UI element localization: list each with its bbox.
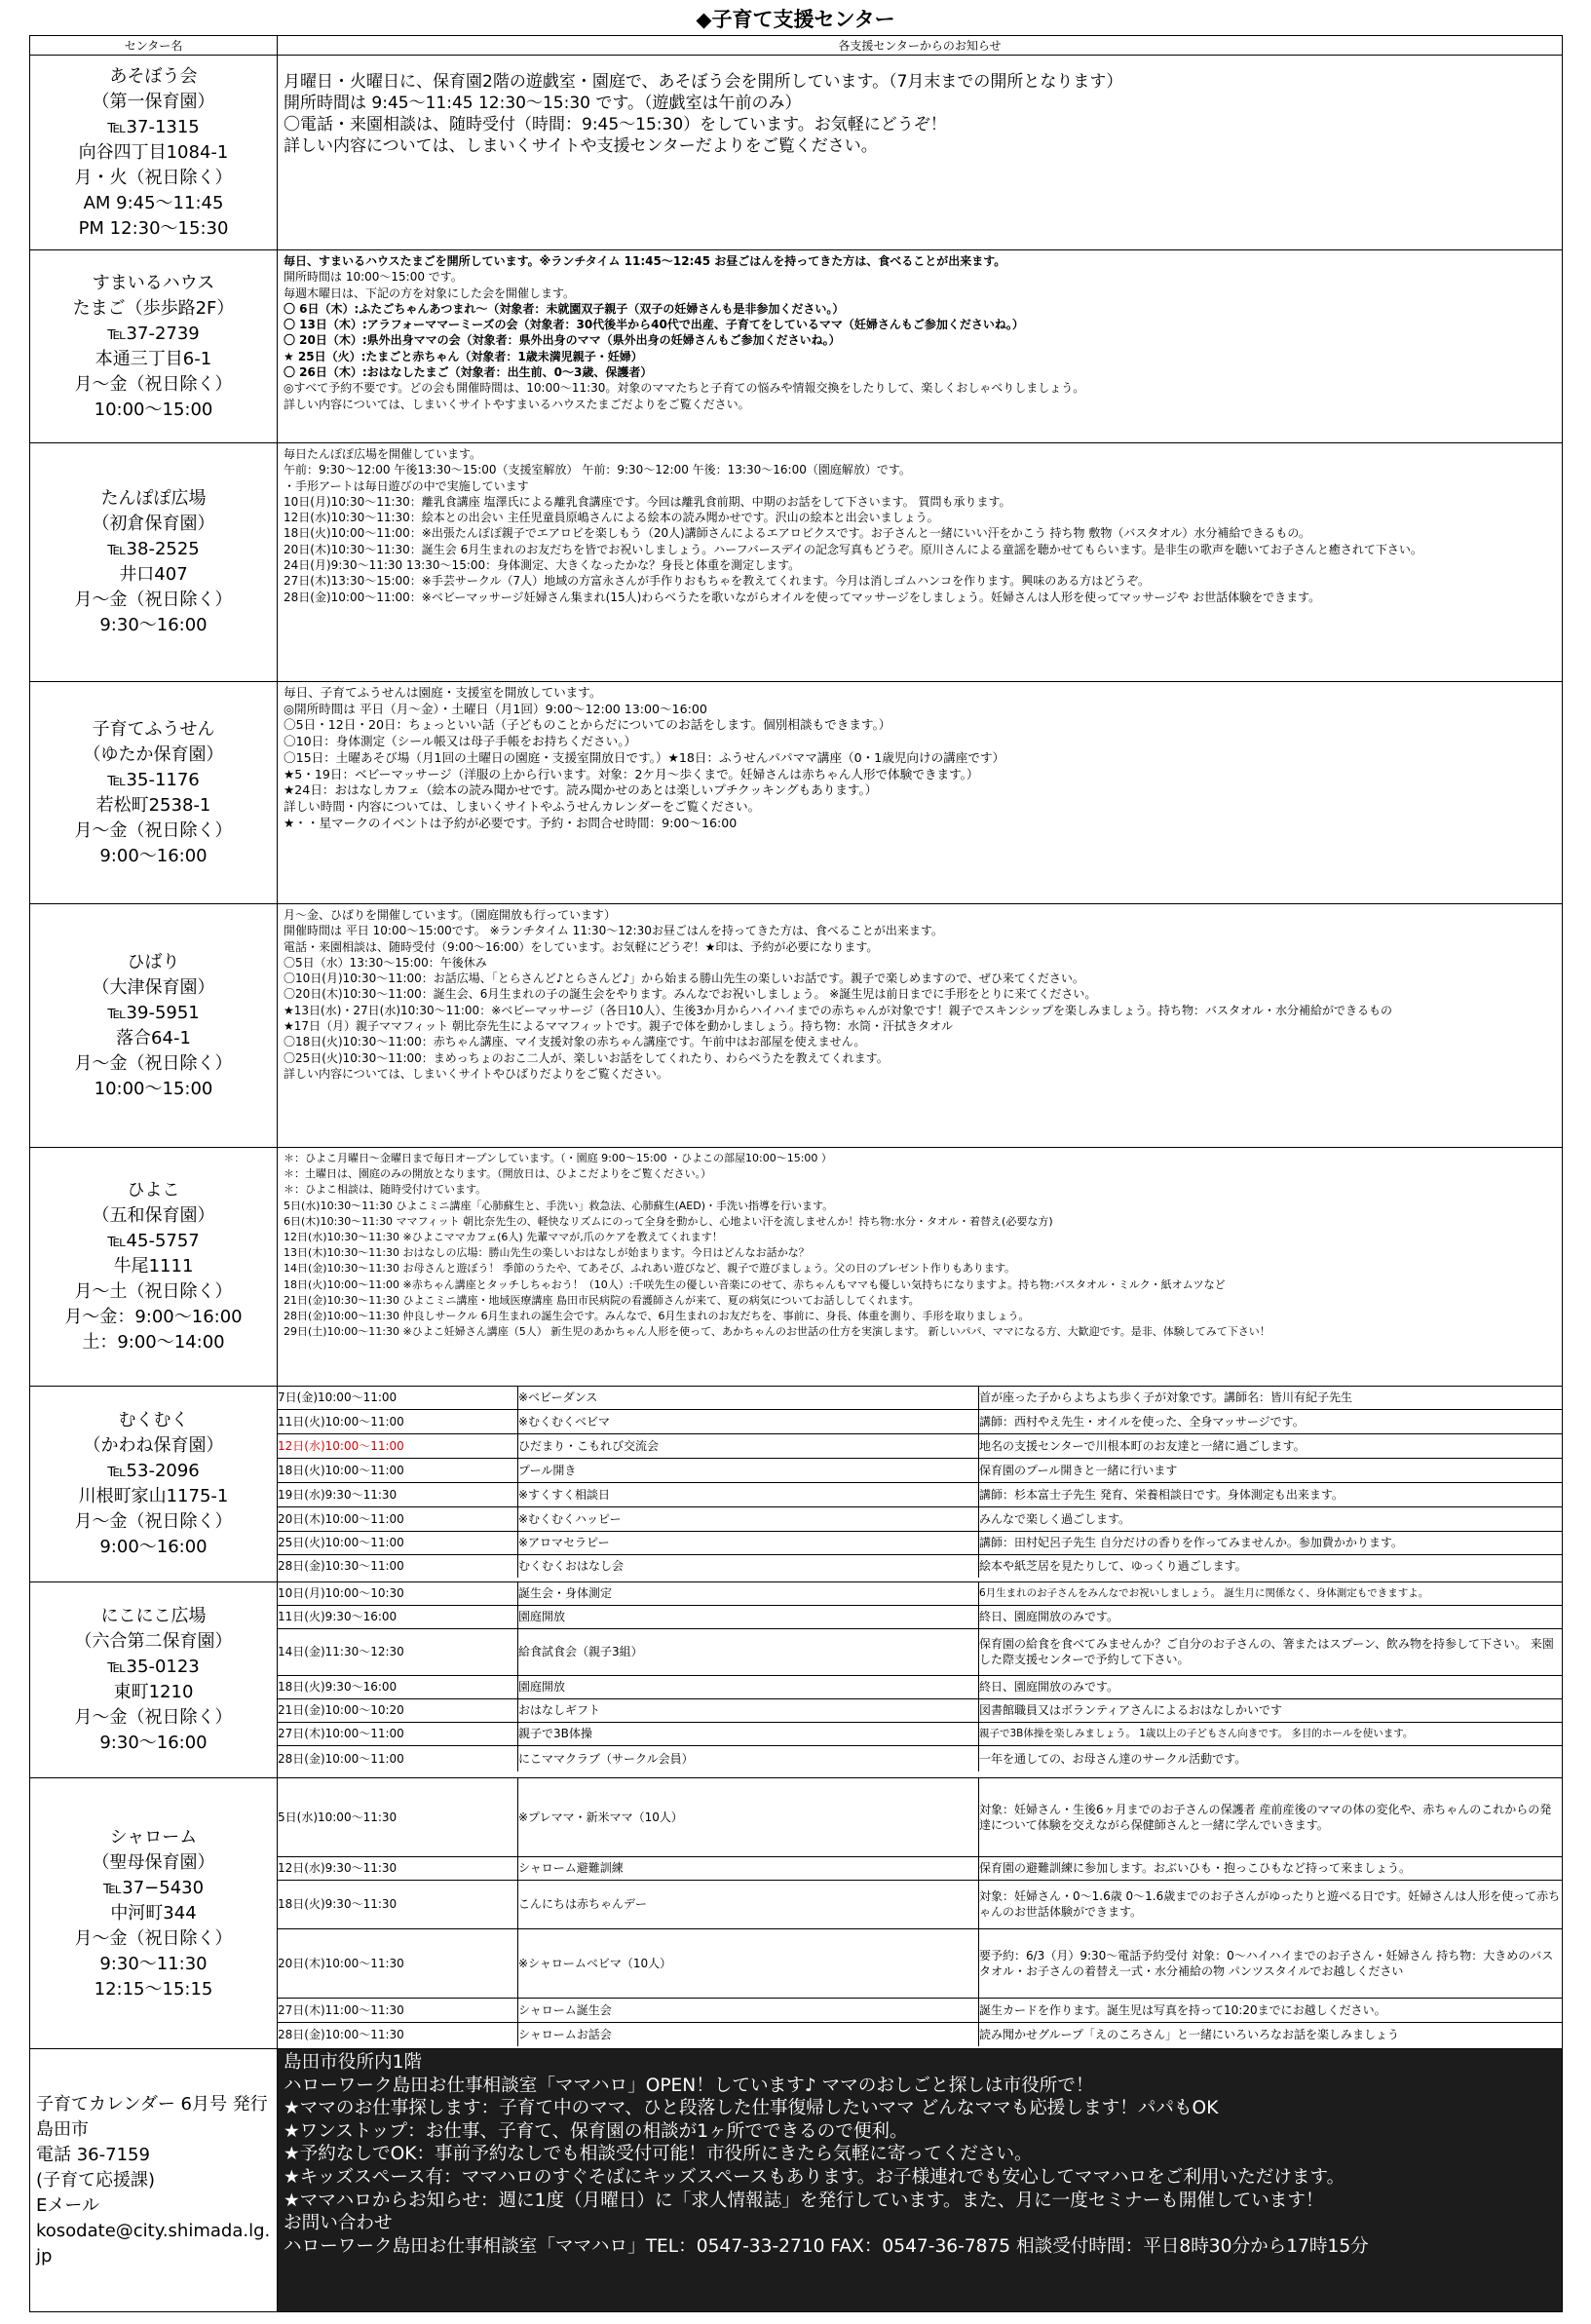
notice-line: 〇10日(月)10:30〜11:00：お話広場、「とらさんど♪とらさんど♪」から始まる勝山先生の楽しいお話です。親子で楽しめますので、ぜひ来てください。 xyxy=(284,972,1084,986)
center-detail-line: ℡35-0123 xyxy=(107,1657,200,1677)
notice-line: 〇25日(火)10:30〜11:00：まめっちょのおこ二人が、楽しいお話をしてくれたり、わらべうたを教えてくれます。 xyxy=(284,1050,889,1065)
center-detail-line: 9:00〜16:00 xyxy=(99,845,208,866)
center-detail-line: 月・火（祝日除く） xyxy=(74,167,233,188)
center-row xyxy=(30,1387,1563,1582)
event-name: 園庭開放 xyxy=(518,1605,979,1628)
event-table xyxy=(278,1582,1562,1772)
event-description: 誕生カードを作ります。誕生児は写真を持って10:20までにお越しください。 xyxy=(979,1998,1563,2022)
event-name: シャロームお話会 xyxy=(518,2022,979,2046)
publisher-line: (子育て応援課) xyxy=(36,2169,156,2191)
notice-line: 10日(月)10:30〜11:30：離乳食講座 塩澤氏による離乳食講座です。今回は離乳食前期、中期のお話をして下さいます。 質問も承ります。 xyxy=(284,494,1011,509)
center-row xyxy=(30,1778,1563,2049)
event-row xyxy=(278,1628,1562,1675)
event-date: 12日(水)10:00〜11:00 xyxy=(278,1433,518,1458)
contact-email[interactable]: kosodate@city.shimada.lg.jp xyxy=(36,2220,271,2267)
notice-line: 13日(木)10:30〜11:30 おはなしの広場：勝山先生の楽しいおはなしが始まります。今日はどんなお話かな？ xyxy=(284,1246,810,1260)
notice-line: 電話・来園相談は、随時受付（9:00〜16:00）をしています。お気軽にどうぞ！★印は、予約が必要になります。 xyxy=(284,939,879,954)
mamahalo-line: ハローワーク島田お仕事相談室「ママハロ」TEL：0547-33-2710 FAX：0547-36-7875 相談受付時間：平日8時30分から17時15分 xyxy=(284,2235,1369,2257)
notice-line: 12日(水)10:30〜11:30：絵本との出会い 主任児童員原嶋さんによる絵本の読み聞かせです。沢山の絵本と出会いましょう。 xyxy=(284,511,939,525)
center-notices xyxy=(278,1582,1563,1778)
center-detail-line: 井口407 xyxy=(119,564,188,585)
event-row xyxy=(278,1675,1562,1698)
event-name: ※むくむくハッピー xyxy=(518,1506,979,1531)
center-detail-line: 月〜土（祝日除く） xyxy=(74,1281,233,1302)
center-name: 子育てふうせん xyxy=(92,718,215,740)
notice-line: ★・・星マークのイベントは予約が必要です。予約・お問合せ時間：9:00〜16:00 xyxy=(284,815,738,830)
event-name: ※アロマセラピー xyxy=(518,1531,979,1554)
publisher-line: 電話 36-7159 xyxy=(36,2144,150,2165)
center-detail-line: 9:30〜11:30 xyxy=(99,1953,208,1974)
notice-line: 20日(木)10:30〜11:30：誕生会 6月生まれのお友だちを皆でお祝いしましょう。ハーフバースデイの記念写真もどうぞ。原川さんによる童謡を聴かせてもらいます。是非生の歌声を聴いてお子さんと癒されて下さい。 xyxy=(284,542,1422,556)
notice-line: 毎日、子育てふうせんは園庭・支援室を開放しています。 xyxy=(284,685,602,700)
notice-line: ★ 25日（火）:たまごと赤ちゃん（対象者：1歳未満児親子・妊婦） xyxy=(284,349,643,363)
event-date: 11日(火)9:30〜16:00 xyxy=(278,1605,518,1628)
notice-line: 毎週木曜日は、下記の方を対象にした会を開催します。 xyxy=(284,286,576,300)
notice-line: 詳しい内容については、しまいくサイトや支援センターだよりをご覧ください。 xyxy=(284,136,878,156)
center-detail-line: （大津保育園） xyxy=(92,976,215,998)
event-row xyxy=(278,1387,1562,1409)
center-detail-line: 月〜金（祝日除く） xyxy=(74,1927,233,1949)
event-description: 図書館職員又はボランティアさんによるおはなしかいです xyxy=(979,1698,1563,1722)
center-detail-line: ℡35-1176 xyxy=(107,769,200,790)
event-date: 19日(水)9:30〜11:30 xyxy=(278,1482,518,1506)
event-row xyxy=(278,1409,1562,1433)
mamahalo-line: ★ワンストップ：お仕事、子育て、保育園の相談が1ヶ所でできるので便利。 xyxy=(284,2120,908,2142)
center-row xyxy=(30,250,1563,443)
notice-line: 28日(金)10:00〜11:30 仲良しサークル 6月生まれの誕生会です。みんなで、6月生まれのお友だちを、事前に、身長、体重を測り、手形を取りましょう。 xyxy=(284,1310,1030,1323)
event-date: 28日(金)10:30〜11:00 xyxy=(278,1554,518,1578)
mamahalo-line: ★ママのお仕事探します：子育て中のママ、ひと段落した仕事復帰したいママ どんなママも応援します！パパもOK xyxy=(284,2098,1219,2119)
event-date: 10日(月)10:00〜10:30 xyxy=(278,1582,518,1605)
event-description: 講師：杉本富士子先生 発育、栄養相談日です。身体測定も出来ます。 xyxy=(979,1482,1563,1506)
notice-line: 〇 26日（木）:おはなしたまご（対象者：出生前、0〜3歳、保護者） xyxy=(284,365,653,380)
center-detail-line: （ゆたか保育園） xyxy=(83,743,224,765)
center-detail-line: 中河町344 xyxy=(110,1902,197,1924)
center-name: ひよこ xyxy=(127,1180,180,1200)
event-name: シャローム避難訓練 xyxy=(518,1856,979,1880)
event-name: ※むくむくベビマ xyxy=(518,1409,979,1433)
event-table xyxy=(278,1778,1562,2046)
notice-line: 6日(木)10:30〜11:30 ママフィット 朝比奈先生の、軽快なリズムにのって全身を動かし、心地よい汗を流しませんか！持ち物:水分・タオル・着替え(必要な方) xyxy=(284,1214,1053,1228)
publisher-line: 子育てカレンダー 6月号 発行 島田市 xyxy=(36,2093,268,2140)
event-row xyxy=(278,1482,1562,1506)
event-description: みんなで楽しく過ごします。 xyxy=(979,1506,1563,1531)
event-row xyxy=(278,1928,1562,1998)
event-row xyxy=(278,1998,1562,2022)
event-name: ※ベビーダンス xyxy=(518,1387,979,1409)
notice-line: 5日(水)10:30〜11:30 ひよこミニ講座「心肺蘇生と、手洗い」救急法、心肺蘇生(AED)・手洗い指導を行います。 xyxy=(284,1199,834,1212)
event-description: 保育園の給食を食べてみませんか？ご自分のお子さんの、箸またはスプーン、飲み物を持参して下さい。 来園した際支援センターで予約して下さい。 xyxy=(979,1628,1563,1675)
center-name: にこにこ広場 xyxy=(100,1606,207,1626)
event-description: 終日、園庭開放のみです。 xyxy=(979,1605,1563,1628)
center-detail-line: 月〜金（祝日除く） xyxy=(74,1052,233,1074)
notice-line: 月曜日・火曜日に、保育園2階の遊戯室・園庭で、あそぼう会を開所しています。（7月末までの開所となります） xyxy=(284,72,1123,92)
center-detail-line: ℡45-5757 xyxy=(107,1231,200,1251)
center-info xyxy=(30,1387,278,1582)
footer-row xyxy=(30,2049,1563,2312)
center-detail-line: 川根町家山1175-1 xyxy=(78,1486,229,1506)
notice-line: ★24日：おはなしカフェ（絵本の読み聞かせです。読み聞かせのあとは楽しいプチクッキングもあります。） xyxy=(284,782,878,798)
center-row xyxy=(30,56,1563,250)
center-detail-line: 本通三丁目6-1 xyxy=(95,348,212,369)
event-name: 親子で3B体操 xyxy=(518,1722,979,1745)
event-name: ※すくすく相談日 xyxy=(518,1482,979,1506)
center-detail-line: AM 9:45〜11:45 xyxy=(83,192,224,213)
event-description: 講師：西村やえ先生・オイルを使った、全身マッサージです。 xyxy=(979,1409,1563,1433)
center-notices xyxy=(278,56,1563,250)
event-date: 27日(木)11:00〜11:30 xyxy=(278,1998,518,2022)
event-date: 5日(水)10:00〜11:30 xyxy=(278,1778,518,1856)
center-detail-line: 10:00〜15:00 xyxy=(94,1078,213,1099)
notice-line: 29日(土)10:00〜11:30 ※ひよこ妊婦さん講座（5人） 新生児のあかちゃん人形を使って、あかちゃんのお世話の仕方を実演します。 新しいパパ、ママになる方、大歓迎です。是非、体験してみて下さい！ xyxy=(284,1325,1270,1339)
center-detail-line: 落合64-1 xyxy=(116,1027,191,1048)
center-info xyxy=(30,443,278,682)
center-notices xyxy=(278,1387,1563,1582)
publisher-info xyxy=(30,2049,278,2312)
notice-line: 詳しい内容については、しまいくサイトやすまいるハウスたまごだよりをご覧ください。 xyxy=(284,397,750,411)
event-date: 28日(金)10:00〜11:30 xyxy=(278,2022,518,2046)
event-date: 12日(水)9:30〜11:30 xyxy=(278,1856,518,1880)
event-row xyxy=(278,1778,1562,1856)
event-description: 対象：妊婦さん・生後6ヶ月までのお子さんの保護者 産前産後のママの体の変化や、赤ちゃんのこれからの発達について体験を交えながら保健師さんと一緒に学んでいきます。 xyxy=(979,1778,1563,1856)
notice-line: 詳しい時間・内容については、しまいくサイトやふうせんカレンダーをご覧ください。 xyxy=(284,798,761,814)
event-description: 親子で3B体操を楽しみましょう。 1歳以上の子どもさん向きです。 多目的ホールを使います。 xyxy=(979,1722,1563,1745)
center-detail-line: 10:00〜15:00 xyxy=(94,399,213,420)
event-description: 保育園のプール開きと一緒に行います xyxy=(979,1458,1563,1482)
page-title: ◆子育て支援センター xyxy=(696,8,895,31)
event-description: 要予約：6/3（月）9:30〜電話予約受付 対象：0〜ハイハイまでのお子さん・妊婦さん 持ち物：大きめのバスタオル・お子さんの着替え一式・水分補給の物 パンツスタイルでお越しください xyxy=(979,1928,1563,1998)
table-header xyxy=(30,36,1563,56)
center-info xyxy=(30,682,278,904)
event-name: ひだまり・こもれび交流会 xyxy=(518,1433,979,1458)
event-name: おはなしギフト xyxy=(518,1698,979,1722)
center-name: たんぽぽ広場 xyxy=(100,488,207,509)
center-name: ひばり xyxy=(127,951,180,972)
header-center-name: センター名 xyxy=(30,36,278,56)
center-row xyxy=(30,443,1563,682)
publisher-line: Eメール xyxy=(36,2194,100,2216)
event-description: 首が座った子からよちよち歩く子が対象です。講師名：皆川有紀子先生 xyxy=(979,1387,1563,1409)
event-row xyxy=(278,1698,1562,1722)
notice-line: 詳しい内容については、しまいくサイトやひばりだよりをご覧ください。 xyxy=(284,1066,668,1081)
event-table xyxy=(278,1387,1562,1578)
event-date: 18日(火)9:30〜16:00 xyxy=(278,1675,518,1698)
notice-line: 12日(水)10:30〜11:30 ※ひよこママカフェ(6人) 先輩ママが,爪のケアを教えてくれます！ xyxy=(284,1231,723,1244)
notice-line: ・手形アートは毎日遊びの中で実施しています xyxy=(284,478,529,493)
center-detail-line: （聖母保育園） xyxy=(92,1851,215,1873)
mamahalo-line: ハローワーク島田お仕事相談室「ママハロ」OPEN！しています♪ ママのおしごと探しは市役所で！ xyxy=(284,2075,1094,2096)
notice-line: 毎日、すまいるハウスたまごを開所しています。※ランチタイム 11:45〜12:45 お昼ごはんを持ってきた方は、食べることが出来ます。 xyxy=(284,254,1006,268)
center-detail-line: （初倉保育園） xyxy=(92,514,215,534)
center-detail-line: 9:00〜16:00 xyxy=(99,1537,208,1557)
center-detail-line: 月〜金：9:00〜16:00 xyxy=(64,1307,243,1327)
center-detail-line: 月〜金（祝日除く） xyxy=(74,1707,233,1728)
center-detail-line: 9:30〜16:00 xyxy=(99,615,208,635)
event-row xyxy=(278,1722,1562,1745)
center-row xyxy=(30,682,1563,904)
center-notices xyxy=(278,1778,1563,2049)
center-detail-line: 月〜金（祝日除く） xyxy=(74,1511,233,1532)
event-description: 講師：田村妃呂子先生 自分だけの香りを作ってみませんか。参加費かかります。 xyxy=(979,1531,1563,1554)
center-detail-line: ℡39-5951 xyxy=(107,1002,200,1023)
event-date: 28日(金)10:00〜11:00 xyxy=(278,1745,518,1772)
event-date: 11日(火)10:00〜11:00 xyxy=(278,1409,518,1433)
notice-line: ◎すべて予約不要です。どの会も開催時間は、10:00〜11:30。対象のママたちと子育ての悩みや情報交換をしたりして、楽しくおしゃべりしましょう。 xyxy=(284,381,1085,396)
center-detail-line: ℡53-2096 xyxy=(107,1461,200,1481)
center-detail-line: （六合第二保育園） xyxy=(74,1631,233,1652)
center-info xyxy=(30,904,278,1148)
center-row xyxy=(30,904,1563,1148)
event-date: 25日(火)10:00〜11:00 xyxy=(278,1531,518,1554)
notice-line: 〇 20日（木）:県外出身ママの会（対象者：県外出身のママ（県外出身の妊婦さんもご参加くださいね。） xyxy=(284,333,841,348)
mamahalo-line: ★予約なしでOK：事前予約なしでも相談受付可能！市役所にきたら気軽に寄ってください。 xyxy=(284,2144,1033,2165)
notice-line: 〇18日(火)10:30〜11:00：赤ちゃん講座、マイ支援対象の赤ちゃん講座です。午前中はお部屋を使えません。 xyxy=(284,1035,866,1049)
notice-line: 21日(金)10:30〜11:30 ひよこミニ講座・地域医療講座 島田市民病院の看護師さんが来て、夏の病気についてお話ししてくれます。 xyxy=(284,1293,920,1307)
center-detail-line: 土：9:00〜14:00 xyxy=(82,1332,225,1352)
notice-line: ★17日（月）親子ママフィット 朝比奈先生によるママフィットです。親子で体を動かしましょう。持ち物：水筒・汗拭きタオル xyxy=(284,1019,953,1034)
event-name: こんにちは赤ちゃんデー xyxy=(518,1880,979,1928)
event-date: 20日(木)10:00〜11:00 xyxy=(278,1506,518,1531)
notice-line: ◎開所時間は 平日（月〜金）・土曜日（月1回）9:00〜12:00 13:00〜16:00 xyxy=(284,701,707,716)
center-info xyxy=(30,56,278,250)
support-center-table xyxy=(29,35,1563,2312)
center-name: あそぼう会 xyxy=(109,65,198,87)
mamahalo-line: 島田市役所内1階 xyxy=(284,2052,422,2073)
event-name: 給食試食会（親子3組） xyxy=(518,1628,979,1675)
notice-line: 18日(火)10:00〜11:00 ※赤ちゃん講座とタッチしちゃおう！（10人）:千咲先生の優しい音楽にのせて、赤ちゃんもママも優しい気持ちになりますよ。持ち物:バスタオル・ミルク・紙オムツなど xyxy=(284,1277,1226,1291)
notice-line: ＊：土曜日は、園庭のみの開放となります。（開放日は、ひよこだよりをご覧ください。） xyxy=(284,1167,712,1181)
notice-line: 〇 6日（木）:ふたごちゃんあつまれ〜（対象者：未就園双子親子（双子の妊婦さんも是非参加ください。） xyxy=(284,301,845,316)
center-detail-line: PM 12:30〜15:30 xyxy=(78,217,229,239)
event-row xyxy=(278,1880,1562,1928)
center-info xyxy=(30,1148,278,1387)
event-row xyxy=(278,1506,1562,1531)
notice-line: 午前：9:30〜12:00 午後13:30〜15:00（支援室解放） 午前：9:30〜12:00 午後：13:30〜16:00（園庭解放）です。 xyxy=(284,463,911,477)
center-info xyxy=(30,250,278,443)
event-name: にこママクラブ（サークル会員） xyxy=(518,1745,979,1772)
center-detail-line: 向谷四丁目1084-1 xyxy=(78,141,229,163)
event-row xyxy=(278,1554,1562,1578)
event-date: 20日(木)10:00〜11:30 xyxy=(278,1928,518,1998)
notice-line: 月〜金、ひばりを開催しています。（園庭開放も行っています） xyxy=(284,908,617,922)
notice-line: 開所時間は 9:45〜11:45 12:30〜15:30 です。（遊戯室は午前のみ） xyxy=(284,94,802,113)
notice-line: 24日(月)9:30〜11:30 13:30〜15:00：身体測定、大きくなったかな？身長と体重を測定します。 xyxy=(284,558,801,573)
mamahalo-notice xyxy=(278,2049,1563,2312)
event-row xyxy=(278,1745,1562,1772)
event-date: 18日(火)9:30〜11:30 xyxy=(278,1880,518,1928)
event-row xyxy=(278,1531,1562,1554)
center-detail-line: 12:15〜15:15 xyxy=(94,1978,213,2000)
event-name: ※プレママ・新米ママ（10人） xyxy=(518,1778,979,1856)
event-date: 7日(金)10:00〜11:00 xyxy=(278,1387,518,1409)
mamahalo-line: お問い合わせ xyxy=(284,2213,393,2234)
notice-line: 開催時間は 平日 10:00〜15:00です。 ※ランチタイム 11:30〜12:30お昼ごはんを持ってきた方は、食べることが出来ます。 xyxy=(284,924,943,938)
event-date: 18日(火)10:00〜11:00 xyxy=(278,1458,518,1482)
center-detail-line: （かわね保育園） xyxy=(83,1435,224,1456)
center-detail-line: ℡37-1315 xyxy=(107,116,200,137)
notice-line: ★13日(水)・27日(水)10:30〜11:00：※ベビーマッサージ（各日10人）、生後3か月からハイハイまでの赤ちゃんが対象です！親子でスキンシップを楽しみましょう。持ち物：バスタオル・水分補給ができるもの xyxy=(284,1003,1393,1017)
event-row xyxy=(278,1856,1562,1880)
event-date: 27日(木)10:00〜11:00 xyxy=(278,1722,518,1745)
center-detail-line: （第一保育園） xyxy=(92,91,215,112)
center-notices xyxy=(278,250,1563,443)
event-description: 一年を通しての、お母さん達のサークル活動です。 xyxy=(979,1751,1247,1766)
center-detail-line: 月〜金（祝日除く） xyxy=(74,590,233,610)
center-info xyxy=(30,1582,278,1778)
event-date: 14日(金)11:30〜12:30 xyxy=(278,1628,518,1675)
event-description: 対象：妊婦さん・0〜1.6歳 0〜1.6歳までのお子さんがゆったりと遊べる日です。妊婦さんは人形を使って赤ちゃんのお世話体験ができます。 xyxy=(979,1880,1563,1928)
event-description: 保育園の避難訓練に参加します。おぶいひも・抱っこひもなど持って来ましょう。 xyxy=(979,1856,1563,1880)
event-description: 読み聞かせグループ「えのころさん」と一緒にいろいろなお話を楽しみましょう xyxy=(979,2027,1400,2041)
center-detail-line: たまご（歩歩路2F） xyxy=(72,297,235,319)
event-row xyxy=(278,2022,1562,2046)
notice-line: 〇 13日（木）:アラフォーママーミーズの会（対象者：30代後半から40代で出産、子育てをしているママ（妊婦さんもご参加くださいね。） xyxy=(284,318,1024,332)
notice-line: 14日(金)10:30〜11:30 お母さんと遊ぼう！ 季節のうたや、てあそび、ふれあい遊びなど、親子で遊びましょう。父の日のプレゼント作りもあります。 xyxy=(284,1262,1015,1276)
notice-line: 〇電話・来園相談は、随時受付（時間：9:45〜15:30）をしています。お気軽にどうぞ！ xyxy=(284,115,947,134)
event-date: 21日(金)10:00〜10:20 xyxy=(278,1698,518,1722)
event-name: 園庭開放 xyxy=(518,1675,979,1698)
notice-line: ＊：ひよこ相談は、随時受付けています。 xyxy=(284,1183,487,1197)
event-name: シャローム誕生会 xyxy=(518,1998,979,2022)
event-description: 絵本や紙芝居を見たりして、ゆっくり過ごします。 xyxy=(979,1559,1247,1574)
mamahalo-line: ★ママハロからお知らせ：週に1度（月曜日）に「求人情報誌」を発行しています。また、月に一度セミナーも開催しています！ xyxy=(284,2190,1324,2211)
event-row xyxy=(278,1605,1562,1628)
center-detail-line: 若松町2538-1 xyxy=(95,794,211,816)
center-row xyxy=(30,1148,1563,1387)
center-notices xyxy=(278,1148,1563,1387)
center-detail-line: ℡38-2525 xyxy=(107,539,200,559)
notice-line: 毎日たんぽぽ広場を開催しています。 xyxy=(284,447,482,461)
center-name: すまいるハウス xyxy=(92,272,215,293)
event-row xyxy=(278,1458,1562,1482)
center-detail-line: （五和保育園） xyxy=(92,1205,215,1226)
notice-line: 〇15日：土曜あそび場（月1回の土曜日の園庭・支援室開放日です。）★18日：ふうせんパパママ講座（0・1歳児向けの講座です） xyxy=(284,749,1005,765)
event-name: ※シャロームベビマ（10人） xyxy=(518,1928,979,1998)
notice-line: 〇20日(木)10:30〜11:00：誕生会、6月生まれの子の誕生会をやります。みんなでお祝いしましょう。 ※誕生児は前日までに手形をとりに来てください。 xyxy=(284,987,1097,1002)
notice-line: 〇10日：身体測定（シール帳又は母子手帳をお持ちください。） xyxy=(284,734,637,749)
notice-line: 28日(金)10:00〜11:00：※ベビーマッサージ妊婦さん集まれ(15人)わらべうたを歌いながらオイルを使ってマッサージをしましょう。妊婦さんは人形を使ってマッサージや お世話体験をできます。 xyxy=(284,590,1321,604)
center-name: シャローム xyxy=(109,1826,198,1848)
event-row xyxy=(278,1433,1562,1458)
center-row xyxy=(30,1582,1563,1778)
event-description: 6月生まれのお子さんをみんなでお祝いしましょう。 誕生月に関係なく、身体測定もできますよ。 xyxy=(979,1582,1563,1605)
notice-line: 〇5日・12日・20日：ちょっといい話（子どものことからだについてのお話をします。個別相談もできます。） xyxy=(284,717,891,733)
event-description: 終日、園庭開放のみです。 xyxy=(979,1675,1563,1698)
center-notices xyxy=(278,682,1563,904)
event-name: 誕生会・身体測定 xyxy=(518,1582,979,1605)
notice-line: ＊：ひよこ月曜日〜金曜日まで毎日オープンしています。（・園庭 9:00〜15:00 ・ひよこの部屋10:00〜15:00 ） xyxy=(284,1152,832,1164)
event-description: 地名の支援センターで川根本町のお友達と一緒に過ごします。 xyxy=(979,1433,1563,1458)
center-notices xyxy=(278,904,1563,1148)
center-detail-line: 月〜金（祝日除く） xyxy=(74,819,233,841)
notice-line: 27日(木)13:30〜15:00：※手芸サークル（7人）地域の方富永さんが手作りおもちゃを教えてくれます。今月は消しゴムハンコを作ります。興味のある方はどうぞ。 xyxy=(284,574,1150,589)
center-detail-line: ℡37−5430 xyxy=(102,1877,205,1898)
center-name: むくむく xyxy=(118,1410,189,1430)
event-name: プール開き xyxy=(518,1458,979,1482)
center-detail-line: 牛尾1111 xyxy=(113,1256,194,1276)
notice-line: 開所時間は 10:00〜15:00 です。 xyxy=(284,270,463,285)
notice-line: 18日(火)10:00〜11:00：※出張たんぽぽ親子でエアロビを楽しもう（20人)講師さんによるエアロビクスです。お子さんと一緒にいい汗をかこう 持ち物 敷物（バスタオル）水分補給できるもの。 xyxy=(284,526,1310,541)
center-notices xyxy=(278,443,1563,682)
center-info xyxy=(30,1778,278,2049)
notice-line: 〇5日（水）13:30〜15:00：午後休み xyxy=(284,955,487,970)
mamahalo-line: ★キッズスペース有：ママハロのすぐそばにキッズスペースもあります。お子様連れでも安心してママハロをご利用いただけます。 xyxy=(284,2166,1345,2188)
event-name: むくむくおはなし会 xyxy=(518,1554,979,1578)
center-detail-line: ℡37-2739 xyxy=(107,323,200,344)
center-detail-line: 9:30〜16:00 xyxy=(99,1733,208,1753)
center-detail-line: 東町1210 xyxy=(113,1682,194,1702)
event-row xyxy=(278,1582,1562,1605)
center-detail-line: 月〜金（祝日除く） xyxy=(74,373,233,395)
header-notices: 各支援センターからのお知らせ xyxy=(278,36,1563,56)
notice-line: ★5・19日：ベビーマッサージ（洋服の上から行います。対象：2ケ月〜歩くまで。妊婦さんは赤ちゃん人形で体験できます。） xyxy=(284,766,979,781)
